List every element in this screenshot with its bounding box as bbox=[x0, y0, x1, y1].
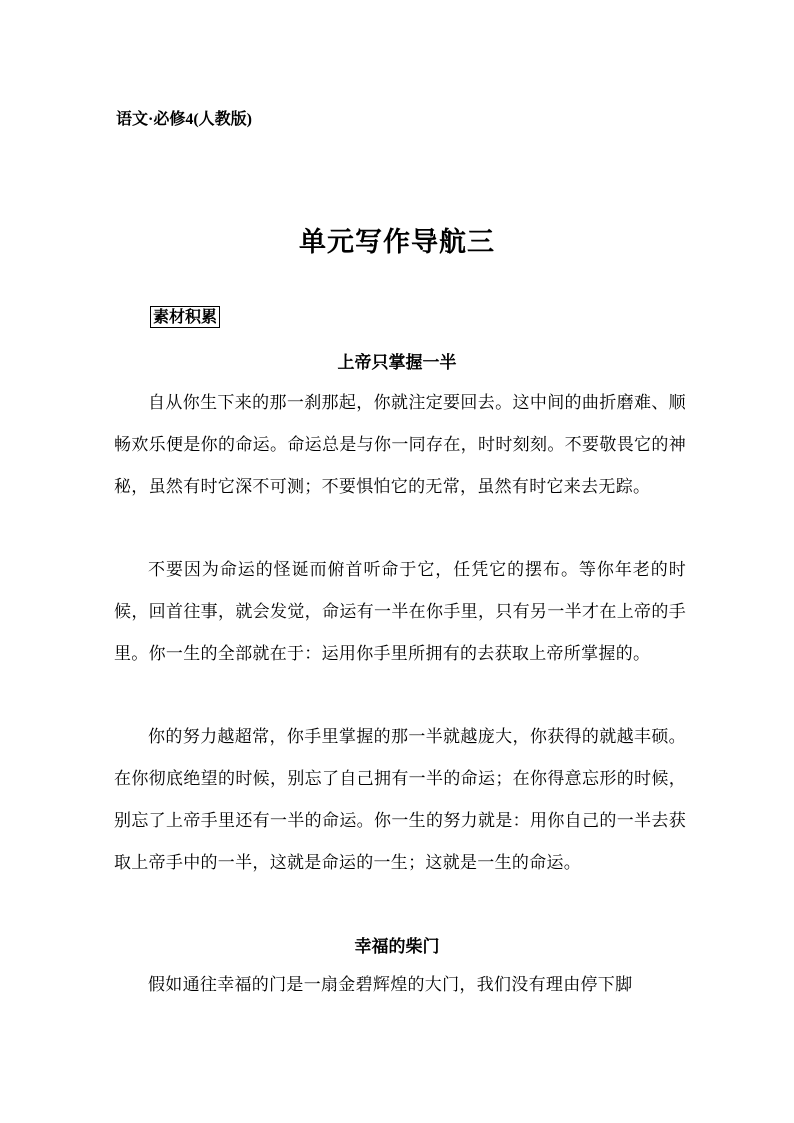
paragraph: 不要因为命运的怪诞而俯首听命于它，任凭它的摆布。等你年老的时候，回首往事，就会发觉，命运有一半在你手里，只有另一半才在上帝的手里。你一生的全部就在于：运用你手里所拥有的去获取上帝所掌握的。 bbox=[114, 560, 686, 664]
section-title-2: 幸福的柴门 bbox=[354, 937, 440, 957]
page-title: 单元写作导航三 bbox=[299, 227, 495, 258]
section-title-1: 上帝只掌握一半 bbox=[337, 353, 457, 373]
paragraph: 自从你生下来的那一刹那起，你就注定要回去。这中间的曲折磨难、顺畅欢乐便是你的命运。命运总是与你一同存在，时时刻刻。不要敬畏它的神秘，虽然有时它深不可测；不要惧怕它的无常，虽然有时它来去无踪。 bbox=[114, 393, 686, 497]
paragraph: 你的努力越超常，你手里掌握的那一半就越庞大，你获得的就越丰硕。在你彻底绝望的时候，别忘了自己拥有一半的命运；在你得意忘形的时候，别忘了上帝手里还有一半的命运。你一生的努力就是：用你自己的一半去获取上帝手中的一半，这就是命运的一生；这就是一生的命运。 bbox=[114, 727, 686, 873]
paragraph: 假如通往幸福的门是一扇金碧辉煌的大门，我们没有理由停下脚 bbox=[148, 975, 633, 995]
page-header: 语文·必修4(人教版) bbox=[116, 111, 252, 128]
section-badge: 素材积累 bbox=[150, 306, 220, 328]
